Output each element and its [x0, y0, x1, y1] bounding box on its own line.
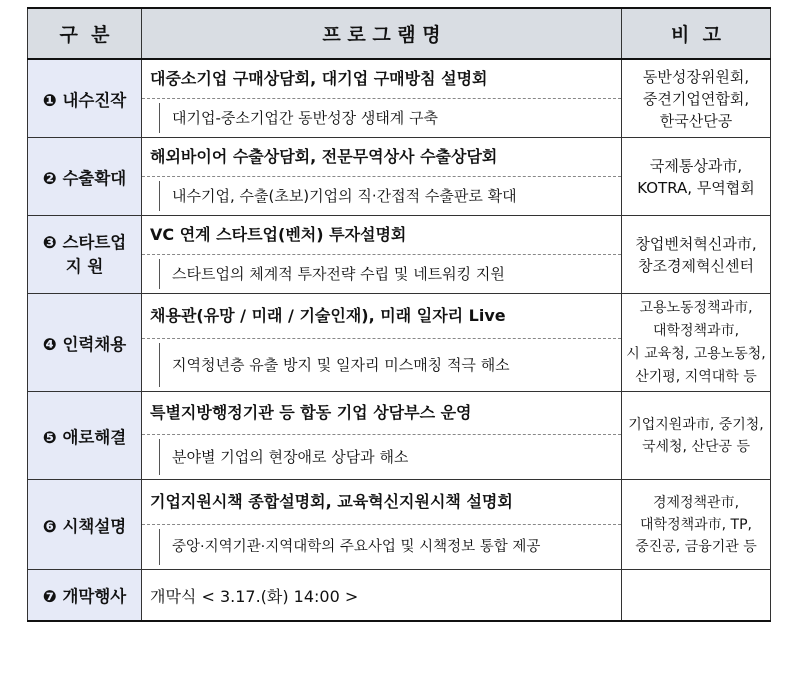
- row-note: [622, 138, 771, 216]
- table-row: [28, 216, 771, 294]
- note-line: 국세청, 산단공 등: [641, 438, 751, 455]
- header-note: 비 고: [622, 8, 771, 59]
- row-category: ❼ 개막행사: [28, 570, 142, 622]
- note-line: 기업지원과市, 중기청,: [628, 416, 764, 433]
- note-line: 시 교육청, 고용노동청,: [626, 345, 766, 362]
- program-main: VC 연계 스타트업(벤처) 투자설명회: [142, 216, 621, 255]
- header-program: 프 로 그 램 명: [142, 8, 622, 59]
- program-sub: 스타트업의 체계적 투자전략 수립 및 네트워킹 지원: [142, 255, 621, 293]
- program-main: 기업지원시책 종합설명회, 교육혁신지원시책 설명회: [142, 480, 621, 525]
- row-program: [142, 138, 622, 216]
- row-note: [622, 294, 771, 392]
- program-main: 해외바이어 수출상담회, 전문무역상사 수출상담회: [142, 138, 621, 177]
- note-line: 경제정책관市,: [652, 494, 740, 511]
- row-category: ❺ 애로해결: [28, 392, 142, 480]
- row-program: [142, 59, 622, 138]
- program-main: 개막식 < 3.17.(화) 14:00 >: [150, 586, 359, 606]
- table-row: [28, 570, 771, 622]
- row-note: [622, 480, 771, 570]
- row-category: ❸ 스타트업 지 원: [28, 216, 142, 294]
- table-row: [28, 480, 771, 570]
- table-header-row: [28, 8, 771, 59]
- note-line: 창조경제혁신센터: [638, 256, 754, 275]
- note-line: 중진공, 금융기관 등: [635, 538, 757, 555]
- row-program: [142, 294, 622, 392]
- program-main: 특별지방행정기관 등 합동 기업 상담부스 운영: [142, 392, 621, 435]
- program-main: 대중소기업 구매상담회, 대기업 구매방침 설명회: [142, 60, 621, 99]
- row-category: ❶ 내수진작: [28, 59, 142, 138]
- program-sub: 지역청년층 유출 방지 및 일자리 미스매칭 적극 해소: [142, 339, 621, 391]
- program-sub: 분야별 기업의 현장애로 상담과 해소: [142, 435, 621, 479]
- row-program: [142, 480, 622, 570]
- note-line: 산기평, 지역대학 등: [635, 368, 757, 385]
- note-line: 대학정책과市,: [652, 322, 740, 339]
- note-line: 고용노동정책과市,: [639, 299, 753, 316]
- row-category: ❹ 인력채용: [28, 294, 142, 392]
- note-line: 국제통상과市,: [649, 156, 743, 175]
- program-sub: 내수기업, 수출(초보)기업의 직·간접적 수출판로 확대: [142, 177, 621, 215]
- note-line: 동반성장위원회,: [642, 67, 750, 86]
- row-program: [142, 392, 622, 480]
- table-row: [28, 59, 771, 138]
- note-line: KOTRA, 무역협회: [637, 178, 755, 197]
- table-row: [28, 138, 771, 216]
- row-note: [622, 59, 771, 138]
- program-table: [27, 7, 771, 622]
- row-note: [622, 570, 771, 622]
- row-note: [622, 216, 771, 294]
- program-sub: 중앙·지역기관·지역대학의 주요사업 및 시책정보 통합 제공: [142, 525, 621, 569]
- table-row: [28, 392, 771, 480]
- row-program: [142, 216, 622, 294]
- program-main: 채용관(유망 / 미래 / 기술인재), 미래 일자리 Live: [142, 294, 621, 339]
- note-line: 창업벤처혁신과市,: [635, 234, 757, 253]
- note-line: 대학정책과市, TP,: [640, 516, 752, 533]
- row-program: [142, 570, 622, 622]
- table-row: [28, 294, 771, 392]
- row-category: ❷ 수출확대: [28, 138, 142, 216]
- program-sub: 대기업-중소기업간 동반성장 생태계 구축: [142, 99, 621, 137]
- note-line: 한국산단공: [659, 111, 733, 130]
- header-category: 구 분: [28, 8, 142, 59]
- note-line: 중견기업연합회,: [642, 89, 750, 108]
- row-note: [622, 392, 771, 480]
- row-category: ❻ 시책설명: [28, 480, 142, 570]
